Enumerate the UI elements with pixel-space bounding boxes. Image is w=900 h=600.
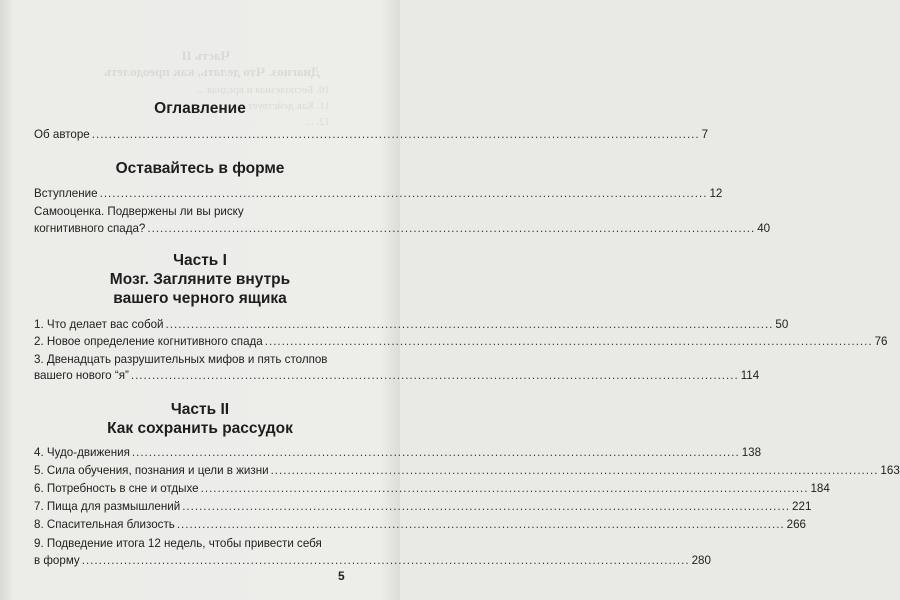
leader-dots: ................................................................................................................................................ — [165, 318, 774, 331]
toc-entry-chapter-7[interactable] — [34, 499, 812, 515]
leader-dots: ................................................................................................................................................ — [176, 518, 785, 531]
bleed-line: 11. Как действует ... — [236, 100, 330, 112]
toc-entry-chapter-4[interactable] — [34, 445, 762, 461]
page-number: 5 — [338, 569, 345, 583]
leader-dots: ................................................................................................................................................ — [264, 335, 873, 348]
part1-label: Часть I — [173, 252, 227, 269]
toc-entry-chapter-9[interactable] — [34, 536, 354, 552]
toc-entry-page: 221 — [792, 500, 812, 513]
part2-title: Как сохранить рассудок — [107, 420, 293, 437]
toc-entry-title: 1. Что делает вас собой — [34, 318, 164, 331]
stay-in-shape-heading: Оставайтесь в форме — [115, 160, 285, 177]
toc-entry-title: 4. Чудо-движения — [34, 446, 130, 459]
leader-dots: ................................................................................................................................................ — [81, 554, 690, 567]
bleed-line: 10. Бесполезная и вредная ... — [195, 84, 330, 96]
leader-dots: ................................................................................................................................................ — [131, 446, 740, 459]
toc-entry-title: 2. Новое определение когнитивного спада — [34, 335, 263, 348]
toc-entry-page: 40 — [757, 222, 771, 235]
toc-entry-chapter-8[interactable] — [34, 517, 806, 533]
toc-entry-chapter-6[interactable] — [34, 481, 830, 497]
toc-entry-page: 138 — [741, 446, 762, 459]
part1-title-line1: Мозг. Загляните внутрь — [109, 271, 291, 288]
toc-entry-title-line1: 9. Подведение итога 12 недель, чтобы привести себя — [34, 537, 322, 550]
bleed-part-heading: Часть II — [181, 48, 230, 63]
toc-entry-title-line1: Самооценка. Подвержены ли вы риску — [34, 205, 244, 218]
leader-dots: ................................................................................................................................................ — [200, 482, 809, 495]
toc-entry-page: 280 — [691, 554, 711, 567]
toc-entry-chapter-3-cont[interactable] — [34, 368, 760, 384]
part1-title-line2: вашего черного ящика — [113, 290, 287, 307]
bleed-line: 12. ... — [305, 116, 330, 128]
toc-entry-title-line2: в форму — [34, 554, 80, 567]
toc-entry-title: Об авторе — [34, 128, 90, 141]
leader-dots: ................................................................................................................................................ — [91, 128, 700, 141]
leader-dots: ................................................................................................................................................ — [147, 222, 756, 235]
contents-heading: Оглавление — [154, 100, 246, 117]
leader-dots: ................................................................................................................................................ — [270, 464, 879, 477]
toc-entry-chapter-5[interactable] — [34, 463, 900, 479]
toc-entry-title: 6. Потребность в сне и отдыхе — [34, 482, 199, 495]
leader-dots: ................................................................................................................................................ — [130, 369, 739, 382]
toc-entry-self-assessment[interactable] — [34, 204, 354, 220]
leader-dots: ................................................................................................................................................ — [99, 187, 708, 200]
toc-entry-about-author[interactable] — [34, 127, 709, 143]
toc-entry-page: 114 — [740, 369, 760, 382]
toc-entry-page: 50 — [775, 318, 789, 331]
toc-entry-title: 5. Сила обучения, познания и цели в жизни — [34, 464, 269, 477]
toc-entry-title: 8. Спасительная близость — [34, 518, 175, 531]
part2-label: Часть II — [170, 401, 230, 418]
toc-entry-title: Вступление — [34, 187, 98, 200]
bleed-part-title: Диагноз. Что делать, как преодолеть — [104, 64, 320, 79]
toc-entry-chapter-2[interactable] — [34, 334, 888, 350]
toc-entry-self-assessment-cont[interactable] — [34, 221, 771, 237]
toc-entry-page: 163 — [880, 464, 900, 477]
toc-entry-title: 7. Пища для размышлений — [34, 500, 181, 513]
toc-entry-chapter-3[interactable] — [34, 352, 354, 368]
toc-entry-chapter-9-cont[interactable] — [34, 553, 711, 569]
toc-entry-title-line2: когнитивного спада? — [34, 222, 146, 235]
toc-entry-chapter-1[interactable] — [34, 317, 789, 333]
toc-entry-title-line2: вашего нового “я” — [34, 369, 129, 382]
leader-dots: ................................................................................................................................................ — [182, 500, 791, 513]
toc-entry-page: 266 — [786, 518, 806, 531]
toc-entry-page: 7 — [701, 128, 709, 141]
toc-entry-introduction[interactable] — [34, 186, 723, 202]
toc-entry-page: 76 — [874, 335, 888, 348]
toc-entry-page: 184 — [810, 482, 830, 495]
toc-entry-title-line1: 3. Двенадцать разрушительных мифов и пять столпов — [34, 353, 328, 366]
toc-entry-page: 12 — [709, 187, 723, 200]
